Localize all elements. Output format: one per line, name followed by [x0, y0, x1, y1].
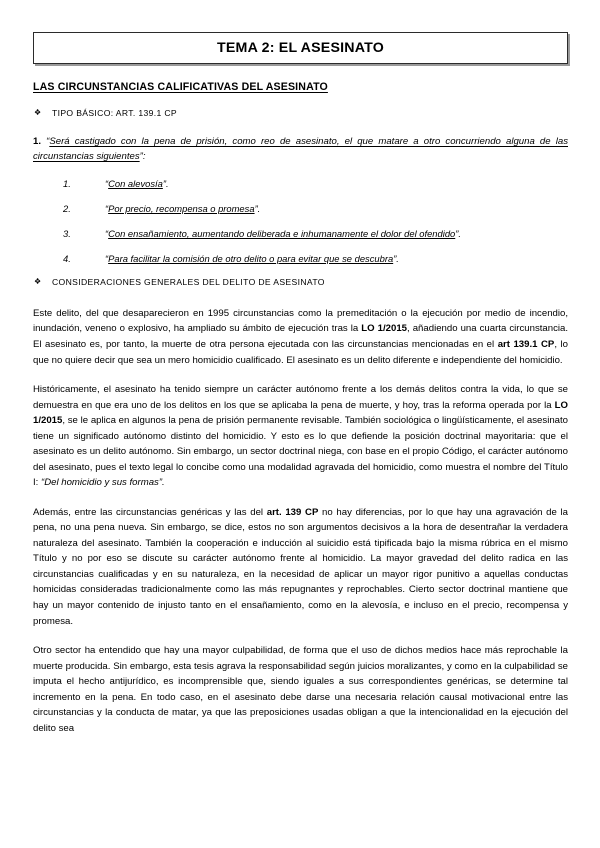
list-item-number: 2.	[63, 203, 71, 215]
list-item	[33, 178, 568, 191]
close-quote-mark: ”.	[162, 178, 169, 190]
article-number: 1.	[33, 135, 42, 147]
legal-reference-bold: LO 1/2015	[361, 323, 408, 335]
list-item-text	[105, 253, 399, 266]
legal-reference-bold: LO 1/2015	[33, 399, 568, 427]
list-item-number: 3.	[63, 227, 71, 239]
article-quote-text	[33, 136, 568, 162]
paragraph-text: , añadiendo una cuarta circunstancia. El asesinato es, por tanto, la muerte de otra persona ejecutada con las circunstancias mencionadas en el	[33, 323, 569, 350]
page-title: TEMA 2: EL ASESINATO	[217, 39, 384, 56]
legal-reference-bold: art. 139 CP	[266, 506, 319, 518]
open-quote-mark: “	[105, 252, 109, 264]
paragraph-text: Este delito, del que desaparecieron en 1995 circunstancias como la premeditación o la ejecución por medio de incendio, inundación, veneno o explosivo, ha ampliado su ámbito de ejecución tras la	[33, 307, 568, 335]
close-quote-mark: ”.	[455, 227, 461, 239]
title-quote-italic: “Del homicidio y sus formas”.	[41, 477, 165, 489]
list-item-underlined-text: Por precio, recompensa o promesa	[108, 203, 255, 215]
bullet-item-label: CONSIDERACIONES GENERALES DEL DELITO DE ASESINATO	[52, 277, 325, 288]
paragraph-text: , lo que no quiere decir que sea un mero homicidio cualificado. El asesinato es un delito diferente e independiente del homicidio.	[33, 339, 568, 366]
article-quote-paragraph	[33, 135, 568, 165]
section-heading: LAS CIRCUNSTANCIAS CALIFICATIVAS DEL ASESINATO	[33, 81, 328, 93]
open-quote-mark: “	[105, 203, 109, 215]
circumstances-list	[33, 178, 568, 265]
body-paragraph-2	[33, 382, 568, 491]
body-paragraph-4	[33, 643, 568, 736]
list-item	[33, 228, 568, 241]
list-item-underlined-text: Con ensañamiento, aumentando deliberada e inhumanamente el dolor del ofendido	[108, 227, 456, 239]
list-item-text	[105, 203, 260, 216]
list-item-text	[105, 228, 461, 241]
document-title-box	[33, 32, 568, 64]
list-item-number: 4.	[63, 252, 71, 264]
close-quote-mark: ”:	[139, 150, 146, 162]
close-quote-mark: ”.	[393, 252, 399, 264]
document-content	[33, 0, 568, 746]
body-paragraph-1	[33, 306, 568, 368]
list-item-text	[105, 178, 169, 191]
bullet-item-tipo-basico	[33, 108, 568, 119]
paragraph-text: no hay diferencias, por lo que hay una agravación de la pena, no una pena nueva. Sin embargo, se dice, estos no son argumentos decisivos a la hora de desentrañar la verdadera naturaleza del asesinato. También la cooperación e inducción al suicidio está tipificada bajo la misma rúbrica en el mismo Título y no por eso se discute su carácter autónomo frente al homicidio. La mayor gravedad del delito radica en las circunstancias cualificadas y en su naturaleza, en la necesidad de aplicar un mayor rigor punitivo a aquellas conductas homicidas consideradas tradicionalmente como las más repugnantes y reprochables. Cierto sector doctrinal mantiene que hay un mayor contenido de injusto tanto en el ensañamiento, como en la alevosía, e incluso en el precio, recompensa y promesa.	[33, 506, 569, 627]
close-quote-mark: ”.	[254, 203, 261, 215]
list-item	[33, 203, 568, 216]
list-item	[33, 253, 568, 266]
list-item-number: 1.	[63, 178, 71, 190]
paragraph-text: Históricamente, el asesinato ha tenido siempre un carácter autónomo frente a los demás delitos contra la vida, lo que se demuestra en que era uno de los delitos en los que se aplicaba la pena de muerte, y hoy, tras la reforma operada por la	[33, 384, 568, 411]
list-item-underlined-text: Con alevosía	[108, 178, 163, 190]
bullet-item-consideraciones	[33, 277, 568, 288]
diamond-bullet-icon: ❖	[34, 277, 42, 287]
paragraph-text: Además, entre las circunstancias genéricas y las del	[33, 506, 267, 518]
diamond-bullet-icon: ❖	[34, 108, 42, 117]
article-quote-underlined: Será castigado con la pena de prisión, como reo de asesinato, el que matare a otro concurriendo alguna de las circunstancias siguientes	[33, 135, 568, 162]
bullet-item-label: TIPO BÁSICO: ART. 139.1 CP	[52, 108, 178, 118]
open-quote-mark: “	[105, 227, 109, 239]
open-quote-mark: “	[105, 178, 109, 190]
open-quote-mark: “	[46, 135, 50, 147]
paragraph-text: , se le aplica en algunos la pena de prisión permanente revisable. También sociológica o lingüísticamente, el asesinato tiene un significado autónomo distinto del homicidio. Y esto es lo que defiende la posición doctrinal mayoritaria: que el asesinato es un delito autónomo. Sin embargo, un sector doctrinal niega, con base en el propio Código, el carácter autónomo del asesinato, pues el texto legal lo concibe como una modalidad agravada del homicidio, como muestra el nombre del Título I:	[33, 415, 568, 489]
list-item-underlined-text: Para facilitar la comisión de otro delito o para evitar que se descubra	[108, 252, 394, 264]
body-paragraph-3	[33, 505, 568, 629]
legal-reference-bold: art 139.1 CP	[497, 339, 555, 350]
paragraph-text: Otro sector ha entendido que hay una mayor culpabilidad, de forma que el uso de dichos medios hace más reprochable la muerte producida. Sin embargo, esta tesis agrava la responsabilidad según juicios moralizantes, y como en la culpabilidad se imputa el hecho antijurídico, es incomprensible que, siendo iguales a sus correspondientes genéricas, se determine tal incremento en la pena. En todo caso, en el asesinato debe darse una necesaria relación causal motivacional entre las circunstancias y la conducta de matar, ya que las preposiciones usadas obligan a que la intencionalidad en la ejecución del delito sea	[33, 645, 568, 734]
